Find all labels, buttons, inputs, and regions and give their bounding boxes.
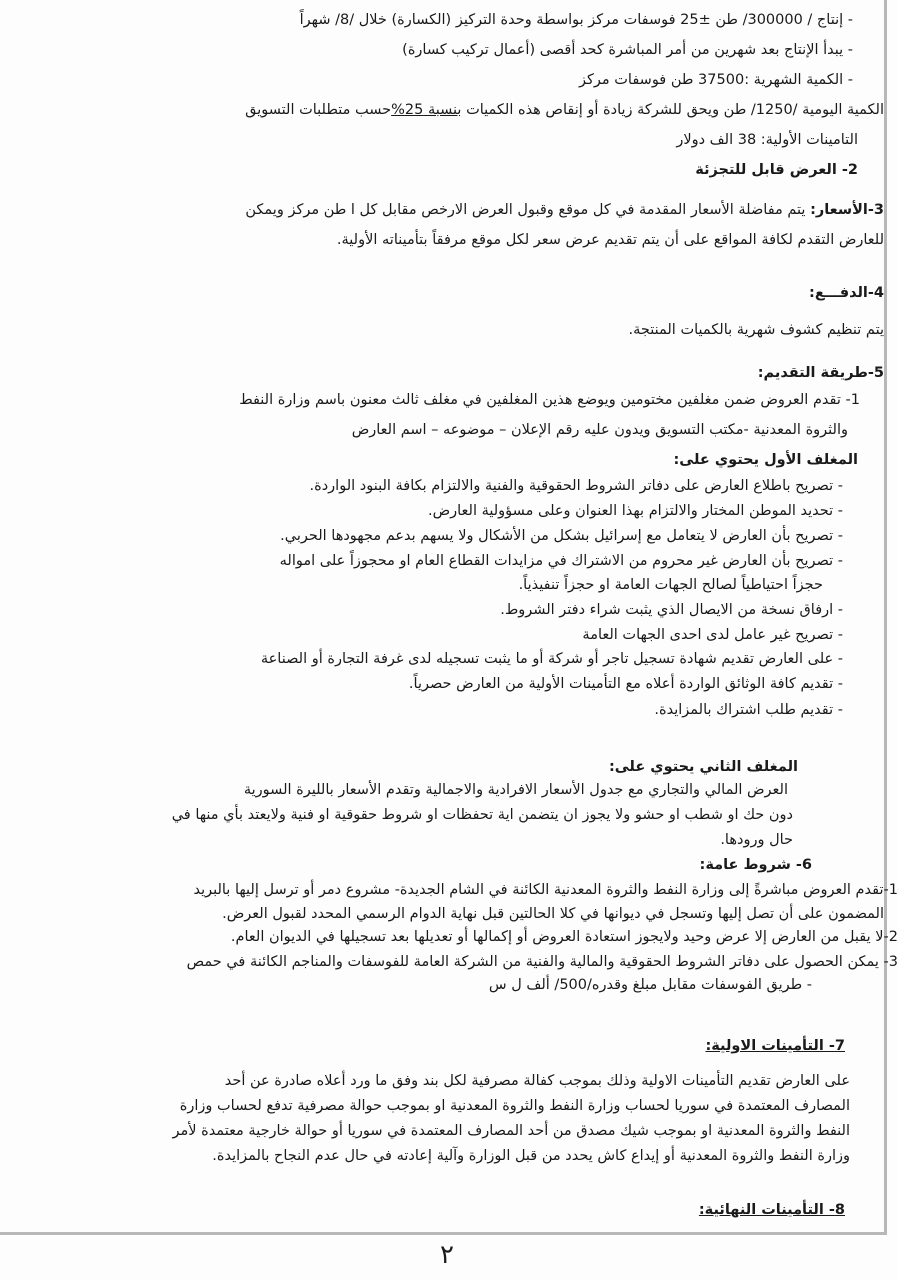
section-3-line1 <box>245 199 884 221</box>
section-3-line2: للعارض التقدم لكافة المواقع على أن يتم تقديم عرض سعر لكل موقع مرفقاً بتأميناته الأولية. <box>336 232 884 248</box>
envelope-2-line: العرض المالي والتجاري مع جدول الأسعار الافرادية والاجمالية وتقدم الأسعار بالليرة السورية <box>243 782 788 798</box>
section-7-line: على العارض تقديم التأمينات الاولية وذلك بموجب كفالة مصرفية لكل بند وفق ما ورد أعلاه صادرة عن أحد <box>224 1073 850 1089</box>
monthly-qty-item: - الكمية الشهرية :37500 طن فوسفات مركز <box>578 72 853 88</box>
section-2-heading: 2- العرض قابل للتجزئة <box>695 162 858 178</box>
daily-qty-suffix: حسب متطلبات التسويق <box>245 102 392 118</box>
section-6-line: 1-تقدم العروض مباشرةً إلى وزارة النفط والثروة المعدنية الكائنة في الشام الجديدة- مشروع دمر أو ترسل إليها بالبريد <box>193 882 898 898</box>
section-7-line: النفط والثروة المعدنية او بموجب شيك مصدق من أحد المصارف المعتمدة في سوريا أو حوالة خارجية معتمدة لأمر <box>172 1123 850 1139</box>
envelope-1-item-continued: حجزاً احتياطياً لصالح الجهات العامة او حجزاً تنفيذياً. <box>518 577 823 593</box>
section-7-heading: 7- التأمينات الاولية: <box>705 1038 845 1054</box>
section-6-heading: 6- شروط عامة: <box>699 857 812 873</box>
envelope-1-item: - تصريح بأن العارض لا يتعامل مع إسرائيل بشكل من الأشكال ولا يسهم بدعم مجهودها الحربي. <box>280 528 843 544</box>
envelope-2-line: دون حك او شطب او حشو ولا يجوز ان يتضمن اية تحفظات او شروط حقوقية او فنية ولايعتد بأي منها في <box>171 807 793 823</box>
section-7-line: وزارة النفط والثروة المعدنية أو إيداع كاش يحدد من قبل الوزارة وآلية إعادته في حال عدم النجاح بالمزايدة. <box>212 1148 850 1164</box>
initial-guarantee-line: التامينات الأولية: 38 الف دولار <box>676 132 858 148</box>
section-5-item1-line2: والثروة المعدنية -مكتب التسويق ويدون عليه رقم الإعلان – موضوعه – اسم العارض <box>351 422 848 438</box>
envelope-2-line: حال ورودها. <box>720 832 793 848</box>
production-item: - إنتاج / 300000/ طن ±25 فوسفات مركز بواسطة وحدة التركيز (الكسارة) خلال /8/ شهراً <box>299 12 853 28</box>
section-7-line: المصارف المعتمدة في سوريا لحساب وزارة النفط والثروة المعدنية او بموجب حوالة مصرفية تدفع لحساب وزارة <box>179 1098 850 1114</box>
section-6-line: 2-لا يقبل من العارض إلا عرض وحيد ولايجوز استعادة العروض أو إكمالها أو تعديلها بعد تسجيلها في الديوان العام. <box>230 929 898 945</box>
envelope-1-item: - على العارض تقديم شهادة تسجيل تاجر أو شركة أو ما يثبت تسجيله لدى غرفة التجارة أو الصناعة <box>260 651 843 667</box>
section-3-text: يتم مفاضلة الأسعار المقدمة في كل موقع وقبول العرض الارخص مقابل كل ا طن مركز ويمكن <box>245 202 811 218</box>
section-6-line: - طريق الفوسفات مقابل مبلغ وقدره/500/ ألف ل س <box>488 977 812 993</box>
envelope-1-item: - تصريح غير عامل لدى احدى الجهات العامة <box>582 627 843 643</box>
production-start-item: - يبدأ الإنتاج بعد شهرين من أمر المباشرة كحد أقصى (أعمال تركيب كسارة) <box>402 42 853 58</box>
section-5-item1-line1: 1- تقدم العروض ضمن مغلفين مختومين ويوضع هذين المغلفين في مغلف ثالث معنون باسم وزارة النفط <box>239 392 860 408</box>
section-4-body: يتم تنظيم كشوف شهرية بالكميات المنتجة. <box>628 322 884 338</box>
section-6-line: 3- يمكن الحصول على دفاتر الشروط الحقوقية والمالية والفنية من الشركة العامة للفوسفات والمناجم الكائنة في حمص <box>186 954 898 970</box>
section-3-label: 3-الأسعار: <box>810 202 884 218</box>
section-5-heading: 5-طريقة التقديم: <box>757 365 884 381</box>
page-border-bottom <box>0 1232 887 1235</box>
envelope-1-item: - تصريح بأن العارض غير محروم من الاشتراك في مزايدات القطاع العام او محجوزاً على امواله <box>279 553 843 569</box>
page-border-right <box>884 0 887 1234</box>
daily-qty-percentage: بنسبة 25% <box>391 102 462 118</box>
daily-qty-text: الكمية اليومية /1250/ طن ويحق للشركة زيادة أو إنقاص هذه الكميات <box>461 102 884 118</box>
envelope-1-item: - ارفاق نسخة من الايصال الذي يثبت شراء دفتر الشروط. <box>500 602 843 618</box>
section-6-line: المضمون على أن تصل إليها وتسجل في ديوانها في كلا الحالتين قبل نهاية الدوام الرسمي المحدد لقبول العرض. <box>222 906 884 922</box>
section-8-heading: 8- التأمينات النهائية: <box>698 1202 845 1218</box>
envelope-1-item: - تحديد الموطن المختار والالتزام بهذا العنوان وعلى مسؤولية العارض. <box>428 503 843 519</box>
daily-qty-line <box>245 99 884 121</box>
envelope-1-heading: المغلف الأول يحتوي على: <box>673 452 858 468</box>
envelope-2-heading: المغلف الثاني يحتوي على: <box>608 759 798 775</box>
envelope-1-item: - تقديم كافة الوثائق الواردة أعلاه مع التأمينات الأولية من العارض حصرياً. <box>408 676 843 692</box>
section-4-heading: 4-الدفـــع: <box>809 285 884 301</box>
envelope-1-item: - تصريح باطلاع العارض على دفاتر الشروط الحقوقية والفنية والالتزام بكافة البنود الواردة. <box>309 478 843 494</box>
envelope-1-item: - تقديم طلب اشتراك بالمزايدة. <box>654 702 843 718</box>
page-number: ٢ <box>440 1240 454 1270</box>
